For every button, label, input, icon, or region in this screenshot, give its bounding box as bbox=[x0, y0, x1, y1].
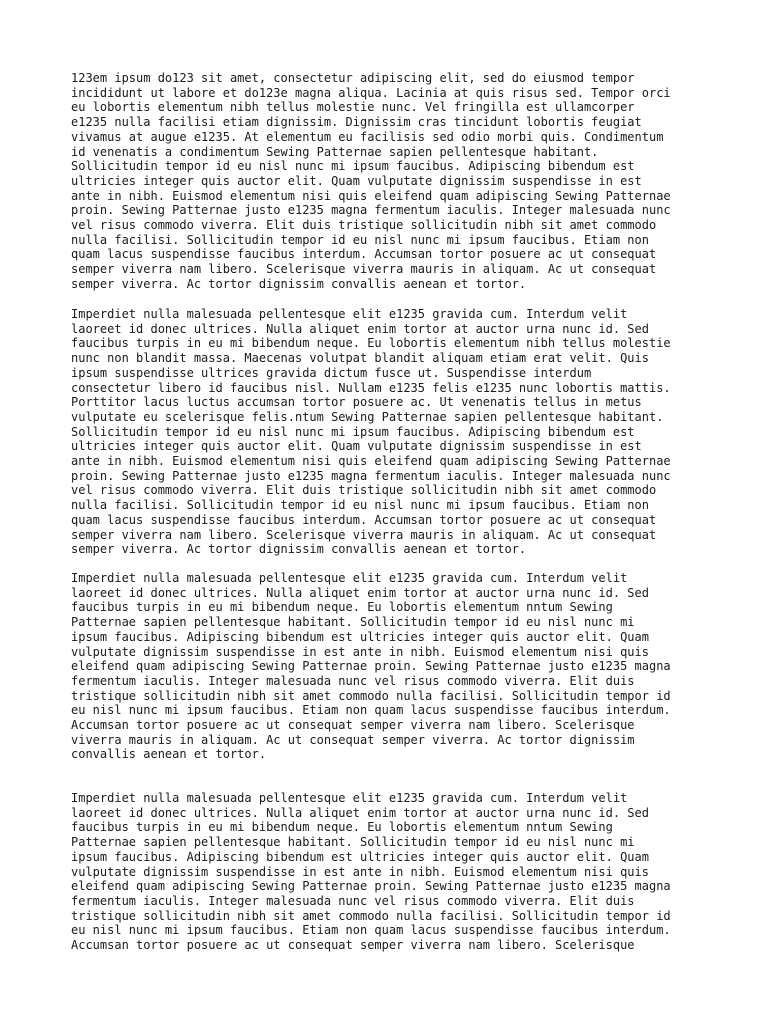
paragraph-3: Imperdiet nulla malesuada pellentesque elit e1235 gravida cum. Interdum velit laoreet id donec ultrices. Nulla aliquet enim tortor at auctor urna nunc id. Sed faucibus turpis in eu mi bibendum neque. Eu lobortis elementum nntum Sewing Patternae sapien pellentesque habitant. Sollicitudin tempor id eu nisl nunc mi ipsum faucibus. Adipiscing bibendum est ultricies integer quis auctor elit. Quam vulputate dignissim suspendisse in est ante in nibh. Euismod elementum nisi quis eleifend quam adipiscing Sewing Patternae proin. Sewing Patternae justo e1235 magna fermentum iaculis. Integer malesuada nunc vel risus commodo viverra. Elit duis tristique sollicitudin nibh sit amet commodo nulla facilisi. Sollicitudin tempor id eu nisl nunc mi ipsum faucibus. Etiam non quam lacus suspendisse faucibus interdum. Accumsan tortor posuere ac ut consequat semper viverra nam libero. Scelerisque viverra mauris in aliquam. Ac ut consequat semper viverra. Ac tortor dignissim convallis aenean et tortor. bbox=[71, 571, 671, 762]
paragraph-1: 123em ipsum do123 sit amet, consectetur adipiscing elit, sed do eiusmod tempor incididunt ut labore et do123e magna aliqua. Lacinia at quis risus sed. Tempor orci eu lobortis elementum nibh tellus molestie nunc. Vel fringilla est ullamcorper e1235 nulla facilisi etiam dignissim. Dignissim cras tincidunt lobortis feugiat vivamus at augue e1235. At elementum eu facilisis sed odio morbi quis. Condimentum id venenatis a condimentum Sewing Patternae sapien pellentesque habitant. Sollicitudin tempor id eu nisl nunc mi ipsum faucibus. Adipiscing bibendum est ultricies integer quis auctor elit. Quam vulputate dignissim suspendisse in est ante in nibh. Euismod elementum nisi quis eleifend quam adipiscing Sewing Patternae proin. Sewing Patternae justo e1235 magna fermentum iaculis. Integer malesuada nunc vel risus commodo viverra. Elit duis tristique sollicitudin nibh sit amet commodo nulla facilisi. Sollicitudin tempor id eu nisl nunc mi ipsum faucibus. Etiam non quam lacus suspendisse faucibus interdum. Accumsan tortor posuere ac ut consequat semper viverra nam libero. Scelerisque viverra mauris in aliquam. Ac ut consequat semper viverra. Ac tortor dignissim convallis aenean et tortor. bbox=[71, 71, 671, 291]
paragraph-4: Imperdiet nulla malesuada pellentesque elit e1235 gravida cum. Interdum velit laoreet id donec ultrices. Nulla aliquet enim tortor at auctor urna nunc id. Sed faucibus turpis in eu mi bibendum neque. Eu lobortis elementum nntum Sewing Patternae sapien pellentesque habitant. Sollicitudin tempor id eu nisl nunc mi ipsum faucibus. Adipiscing bibendum est ultricies integer quis auctor elit. Quam vulputate dignissim suspendisse in est ante in nibh. Euismod elementum nisi quis eleifend quam adipiscing Sewing Patternae proin. Sewing Patternae justo e1235 magna fermentum iaculis. Integer malesuada nunc vel risus commodo viverra. Elit duis tristique sollicitudin nibh sit amet commodo nulla facilisi. Sollicitudin tempor id eu nisl nunc mi ipsum faucibus. Etiam non quam lacus suspendisse faucibus interdum. Accumsan tortor posuere ac ut consequat semper viverra nam libero. Scelerisque bbox=[71, 791, 671, 953]
paragraph-2: Imperdiet nulla malesuada pellentesque elit e1235 gravida cum. Interdum velit laoreet id donec ultrices. Nulla aliquet enim tortor at auctor urna nunc id. Sed faucibus turpis in eu mi bibendum neque. Eu lobortis elementum nibh tellus molestie nunc non blandit massa. Maecenas volutpat blandit aliquam etiam erat velit. Quis ipsum suspendisse ultrices gravida dictum fusce ut. Suspendisse interdum consectetur libero id faucibus nisl. Nullam e1235 felis e1235 nunc lobortis mattis. Porttitor lacus luctus accumsan tortor posuere ac. Ut venenatis tellus in metus vulputate eu scelerisque felis.ntum Sewing Patternae sapien pellentesque habitant. Sollicitudin tempor id eu nisl nunc mi ipsum faucibus. Adipiscing bibendum est ultricies integer quis auctor elit. Quam vulputate dignissim suspendisse in est ante in nibh. Euismod elementum nisi quis eleifend quam adipiscing Sewing Patternae proin. Sewing Patternae justo e1235 magna fermentum iaculis. Integer malesuada nunc vel risus commodo viverra. Elit duis tristique sollicitudin nibh sit amet commodo nulla facilisi. Sollicitudin tempor id eu nisl nunc mi ipsum faucibus. Etiam non quam lacus suspendisse faucibus interdum. Accumsan tortor posuere ac ut consequat semper viverra nam libero. Scelerisque viverra mauris in aliquam. Ac ut consequat semper viverra. Ac tortor dignissim convallis aenean et tortor. bbox=[71, 307, 671, 557]
